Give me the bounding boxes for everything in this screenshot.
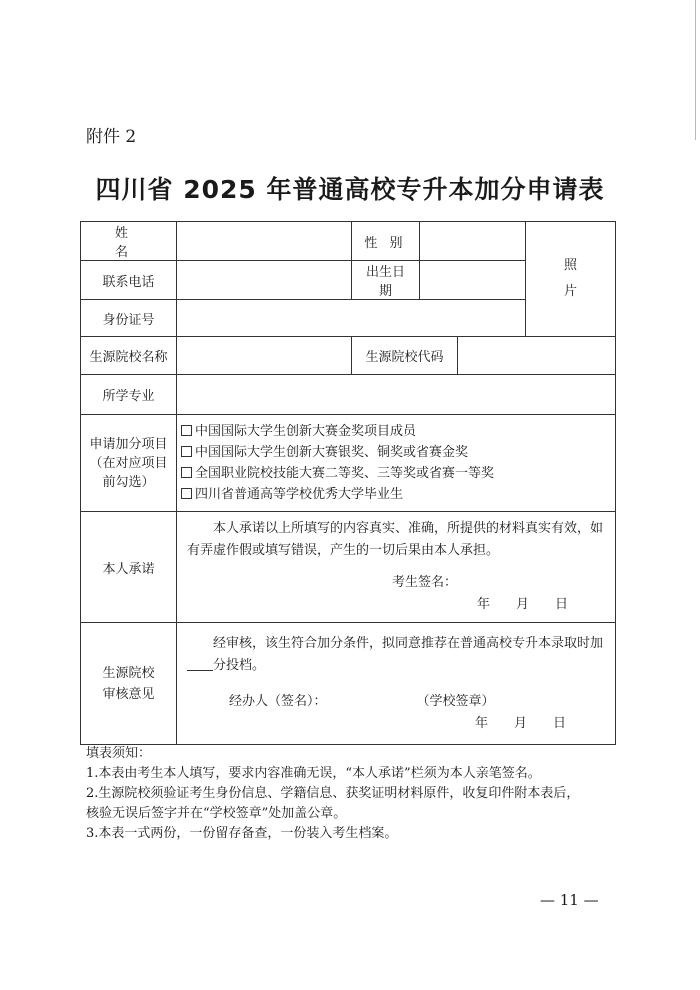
checkbox-icon[interactable] — [181, 488, 192, 499]
row-school — [81, 337, 616, 375]
major-field[interactable] — [177, 375, 616, 415]
photo-label-1: 照 — [563, 258, 577, 273]
pledge-sign-label: 考生签名： — [392, 575, 458, 590]
items-label-line-3: 前勾选） — [102, 474, 155, 490]
id-label: 身份证号 — [81, 300, 177, 337]
pledge-label: 本人承诺 — [81, 512, 177, 623]
birth-label: 出生日期 — [352, 261, 420, 300]
gender-label: 性 别 — [352, 222, 420, 261]
option-item[interactable] — [181, 463, 607, 484]
option-item[interactable] — [181, 484, 607, 505]
row-pledge — [81, 512, 616, 623]
items-label — [81, 415, 177, 512]
review-label-line-1: 生源院校 — [102, 665, 155, 681]
scan-edge-line — [695, 0, 696, 140]
option-label: 中国国际大学生创新大赛金奖项目成员 — [195, 424, 417, 439]
page-number: — 11 — — [540, 891, 599, 909]
items-label-line-2: （在对应项目 — [89, 455, 168, 471]
notes-line: 核验无误后签字并在“学校签章”处加盖公章。 — [86, 806, 347, 821]
notes-line: 1.本表由考生本人填写，要求内容准确无误，“本人承诺”栏须为本人亲笔签名。 — [86, 766, 541, 781]
gender-field[interactable] — [420, 222, 526, 261]
application-form-table — [80, 221, 616, 745]
checkbox-icon[interactable] — [181, 467, 192, 478]
major-label: 所学专业 — [81, 375, 177, 415]
page-title: 四川省 2025 年普通高校专升本加分申请表 — [95, 175, 605, 204]
review-text — [187, 633, 605, 677]
option-label: 四川省普通高等学校优秀大学毕业生 — [195, 487, 404, 502]
notes-line: 2.生源院校须验证考生身份信息、学籍信息、获奖证明材料原件，收复印件附本表后， — [86, 786, 580, 801]
checkbox-icon[interactable] — [181, 425, 192, 436]
school-code-field[interactable] — [458, 337, 616, 375]
pledge-cell — [177, 512, 616, 623]
row-name-gender — [81, 222, 616, 261]
notes-line: 3.本表一式两份，一份留存备查，一份装入考生档案。 — [86, 826, 398, 841]
attachment-label: 附件 2 — [86, 127, 137, 147]
form-notes — [86, 744, 579, 844]
review-cell — [177, 623, 616, 745]
items-options — [177, 415, 616, 512]
row-review — [81, 623, 616, 745]
pledge-text: 本人承诺以上所填写的内容真实、准确，所提供的材料真实有效，如有弄虚作假或填写错误，产生的一切后果由本人承担。 — [187, 521, 604, 558]
name-label: 姓 名 — [81, 222, 177, 261]
birth-field[interactable] — [420, 261, 526, 300]
school-code-label: 生源院校代码 — [352, 337, 458, 375]
option-label: 全国职业院校技能大赛二等奖、三等奖或省赛一等奖 — [195, 466, 495, 481]
review-text-1: 经审核，该生符合加分条件，拟同意推荐在普通高校专升本录取时加 — [213, 635, 604, 651]
phone-label: 联系电话 — [81, 261, 177, 300]
items-label-line-1: 申请加分项目 — [89, 436, 168, 452]
pledge-date: 年 月 日 — [477, 597, 569, 612]
review-seal-label: （学校签章） — [416, 693, 495, 709]
row-major — [81, 375, 616, 415]
review-text-2: 分投档。 — [213, 657, 266, 673]
school-name-label: 生源院校名称 — [81, 337, 177, 375]
option-item[interactable] — [181, 421, 607, 442]
review-date: 年 月 日 — [475, 715, 567, 731]
review-label — [81, 623, 177, 745]
phone-field[interactable] — [177, 261, 352, 300]
name-field[interactable] — [177, 222, 352, 261]
review-label-line-2: 审核意见 — [102, 686, 155, 702]
review-handler-label: 经办人（签名）： — [229, 693, 327, 709]
photo-label-2: 片 — [563, 284, 577, 299]
option-item[interactable] — [181, 442, 607, 463]
notes-heading: 填表须知： — [86, 746, 152, 761]
row-items — [81, 415, 616, 512]
checkbox-icon[interactable] — [181, 446, 192, 457]
bonus-points-blank[interactable] — [187, 658, 213, 671]
id-field[interactable] — [177, 300, 526, 337]
option-label: 中国国际大学生创新大赛银奖、铜奖或省赛金奖 — [195, 445, 469, 460]
school-name-field[interactable] — [177, 337, 352, 375]
review-sign-line — [187, 691, 605, 713]
photo-cell[interactable] — [526, 222, 616, 337]
